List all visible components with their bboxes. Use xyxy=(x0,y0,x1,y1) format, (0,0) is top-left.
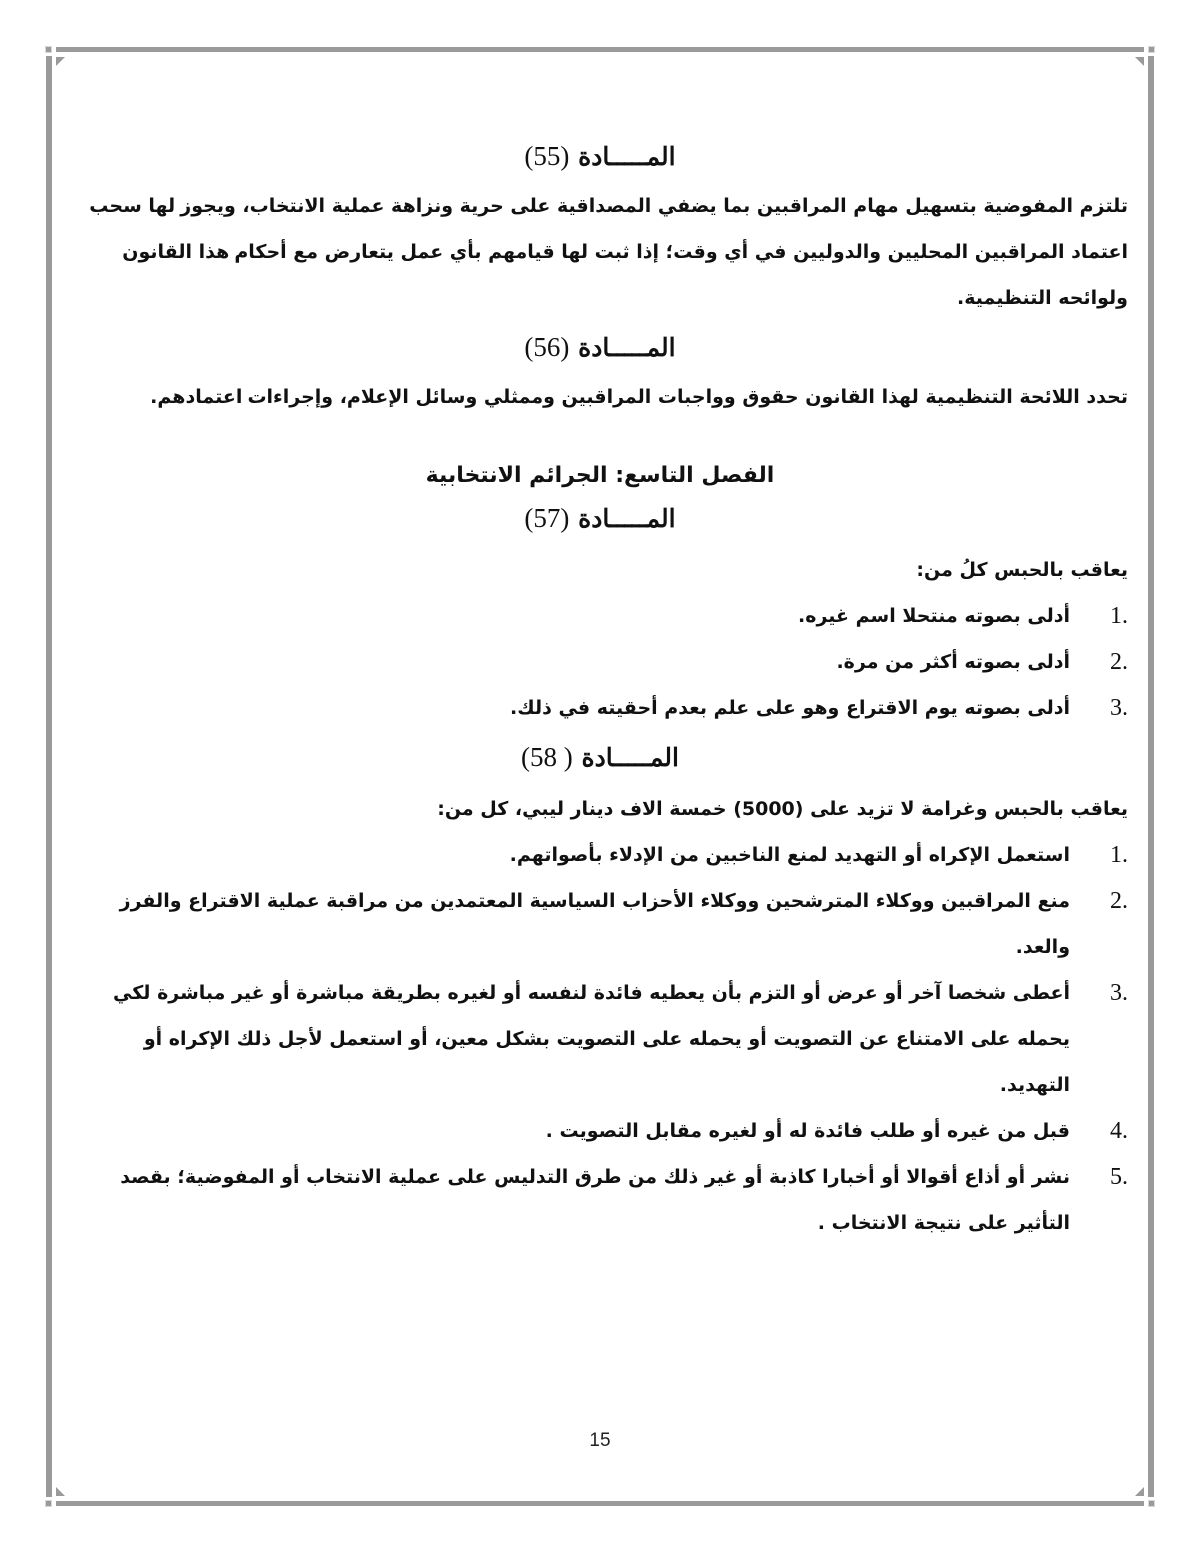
list-item-line: أعطى شخصا آخر أو عرض أو التزم بأن يعطيه فائدة لنفسه أو لغيره بطريقة مباشرة أو غير مباشرة xyxy=(157,982,1070,1004)
list-item-text xyxy=(72,593,1084,639)
frame-ornament-bottom-left xyxy=(56,1487,65,1496)
article-57-intro: يعاقب بالحبس كلُ من: xyxy=(916,559,1128,581)
article-number: ( 58) xyxy=(521,742,573,772)
article-55-line-2: لها سحب اعتماد المراقبين المحليين والدوليين في أي وقت؛ إذا ثبت لها قيامهم بأي عمل يتعارض مع أحكام xyxy=(89,195,1128,263)
article-55-heading xyxy=(72,136,1128,177)
frame-right-border xyxy=(1148,56,1154,1497)
article-heading-word: المـــــادة xyxy=(578,142,676,171)
page-content xyxy=(72,136,1128,1252)
frame-top-border xyxy=(56,47,1144,52)
article-56-heading xyxy=(72,327,1128,368)
page-number: 15 xyxy=(589,1430,611,1451)
list-item xyxy=(72,685,1128,731)
list-item xyxy=(72,1108,1128,1154)
article-number: (57) xyxy=(524,503,570,533)
article-55-paragraph xyxy=(72,183,1128,321)
article-57-heading xyxy=(72,498,1128,539)
list-item-line: أدلى بصوته أكثر من مرة. xyxy=(836,651,1070,673)
article-56-line-2: اعتمادهم. xyxy=(150,386,243,408)
frame-corner-bottom-right xyxy=(1149,1501,1154,1506)
item-number: 1. xyxy=(1110,603,1128,629)
list-item xyxy=(72,1154,1128,1246)
item-number: 4. xyxy=(1110,1118,1128,1144)
frame-bottom-border xyxy=(56,1501,1144,1506)
list-item xyxy=(72,639,1128,685)
item-number: 1. xyxy=(1110,842,1128,868)
frame-corner-bottom-left xyxy=(46,1501,51,1506)
chapter-title: الفصل التاسع: الجرائم الانتخابية xyxy=(425,463,775,488)
article-55-line-1: تلتزم المفوضية بتسهيل مهام المراقبين بما يضفي المصداقية على حرية ونزاهة عملية الانتخاب، ويجوز xyxy=(180,195,1128,217)
list-item-line: قبل من غيره أو طلب فائدة له أو لغيره مقابل التصويت . xyxy=(545,1120,1070,1142)
list-item-continuation: لكي يحمله على الامتناع عن التصويت أو يحمله على التصويت بشكل معين، أو استعمل xyxy=(113,982,1070,1050)
article-58-intro: يعاقب بالحبس وغرامة لا تزيد على (5000) خمسة الاف دينار ليبي، كل من: xyxy=(437,798,1128,820)
article-heading-word: المـــــادة xyxy=(581,743,679,772)
article-57-list xyxy=(72,593,1128,731)
article-number: (56) xyxy=(524,332,570,362)
frame-corner-top-right xyxy=(1149,47,1154,52)
list-item xyxy=(72,970,1128,1108)
list-item xyxy=(72,878,1128,970)
list-item-line: نشر أو أذاع أقوالا أو أخبارا كاذبة أو غير ذلك من طرق التدليس على عملية الانتخاب أو المفوضية؛ xyxy=(177,1166,1070,1188)
list-item-continuation: بقصد التأثير على نتيجة الانتخاب . xyxy=(120,1166,1070,1234)
list-item-continuation: لأجل ذلك الإكراه أو التهديد. xyxy=(143,1028,1070,1096)
item-number: 2. xyxy=(1110,649,1128,675)
list-item-text xyxy=(72,1154,1084,1246)
article-56-paragraph xyxy=(72,374,1128,420)
frame-ornament-top-left xyxy=(56,57,65,66)
article-number: (55) xyxy=(524,141,570,171)
list-item-text xyxy=(72,832,1084,878)
list-item xyxy=(72,593,1128,639)
frame-ornament-top-right xyxy=(1135,57,1144,66)
frame-left-border xyxy=(46,56,52,1497)
article-56-line-1: تحدد اللائحة التنظيمية لهذا القانون حقوق وواجبات المراقبين وممثلي وسائل الإعلام، وإجراءات xyxy=(247,386,1128,408)
list-item-text xyxy=(72,1108,1084,1154)
item-number: 2. xyxy=(1110,888,1128,914)
article-58-list xyxy=(72,832,1128,1246)
item-number: 3. xyxy=(1110,695,1128,721)
list-item xyxy=(72,832,1128,878)
frame-ornament-bottom-right xyxy=(1135,1487,1144,1496)
item-number: 5. xyxy=(1110,1164,1128,1190)
item-number: 3. xyxy=(1110,980,1128,1006)
list-item-line: استعمل الإكراه أو التهديد لمنع الناخبين من الإدلاء بأصواتهم. xyxy=(509,844,1070,866)
article-heading-word: المـــــادة xyxy=(578,504,676,533)
frame-corner-top-left xyxy=(46,47,51,52)
article-55-line-3: هذا القانون ولوائحه التنظيمية. xyxy=(122,241,1128,309)
list-item-text xyxy=(72,685,1084,731)
article-heading-word: المـــــادة xyxy=(578,333,676,362)
list-item-text xyxy=(72,970,1084,1108)
list-item-text xyxy=(72,878,1084,970)
list-item-line: منع المراقبين ووكلاء المترشحين ووكلاء الأحزاب السياسية المعتمدين من مراقبة عملية الاقتراع xyxy=(188,890,1070,912)
list-item-text xyxy=(72,639,1084,685)
article-58-heading xyxy=(72,737,1128,778)
list-item-line: أدلى بصوته يوم الاقتراع وهو على علم بعدم أحقيته في ذلك. xyxy=(510,697,1070,719)
list-item-continuation: والفرز والعد. xyxy=(119,890,1070,958)
list-item-line: أدلى بصوته منتحلا اسم غيره. xyxy=(798,605,1070,627)
